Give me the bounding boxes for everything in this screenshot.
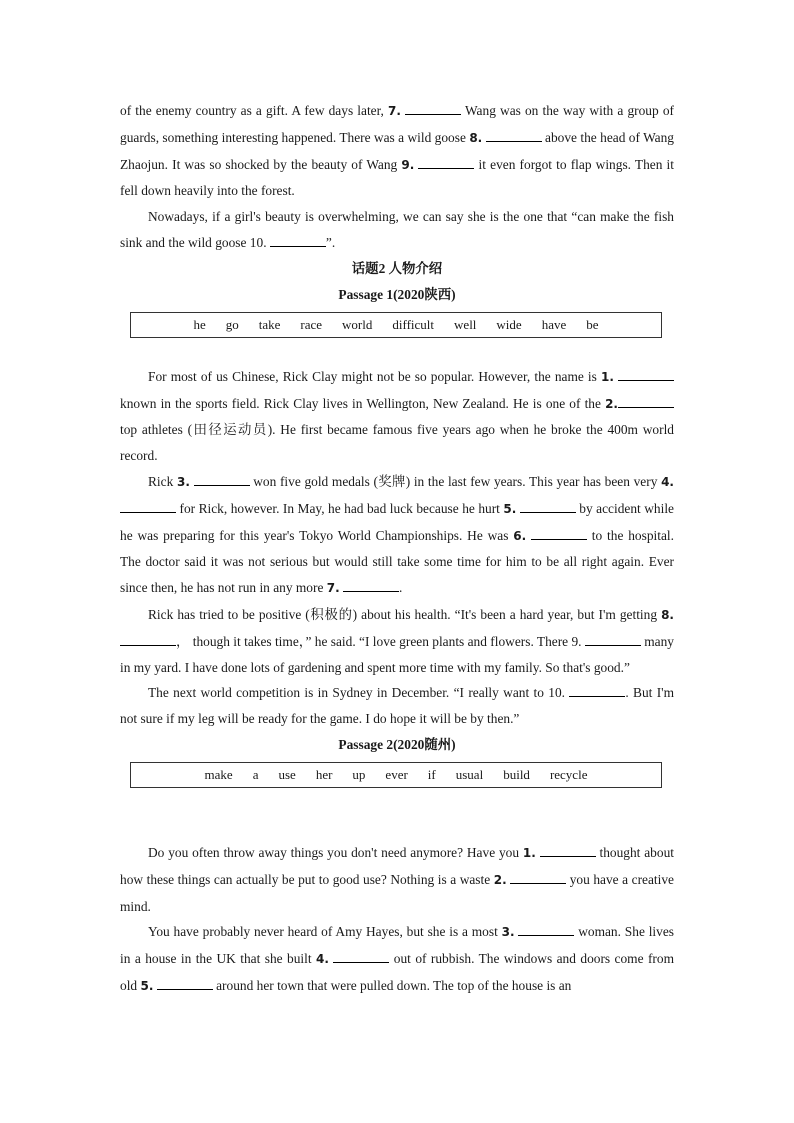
word-bank-item: world xyxy=(342,316,373,332)
answer-blank[interactable] xyxy=(270,234,326,247)
blank-number: 7. xyxy=(326,581,340,596)
blank-number: 4. xyxy=(661,474,674,489)
blank-number: 7. xyxy=(388,104,401,118)
word-bank-item: go xyxy=(225,316,239,332)
text: to the hospital. The doctor said it was not serious but would still take some time for him to be all right again. Ever since then, he has not run in any more xyxy=(120,527,674,596)
paragraph-rick-competition xyxy=(120,680,674,732)
text: ”. xyxy=(325,234,336,250)
word-bank-item: build xyxy=(503,766,530,782)
word-bank-item: be xyxy=(586,316,599,332)
blank-number: 8. xyxy=(661,607,674,622)
answer-blank[interactable] xyxy=(333,950,389,963)
document-page xyxy=(120,98,674,1000)
paragraph-amy-hayes xyxy=(120,919,674,999)
text: above the head of Wang Zhaojun. It was so shocked by the beauty of Wang xyxy=(120,129,674,172)
word-bank-item: difficult xyxy=(392,316,435,332)
paragraph-throw-away xyxy=(120,840,674,919)
text: you have a creative mind. xyxy=(120,871,674,914)
answer-blank[interactable] xyxy=(157,977,213,990)
text: . xyxy=(399,580,403,596)
answer-blank[interactable] xyxy=(486,129,542,142)
answer-blank[interactable] xyxy=(585,633,641,646)
text: For most of us Chinese, Rick Clay might not be so popular. However, the name is xyxy=(148,368,601,384)
blank-number: 5. xyxy=(140,978,154,993)
word-bank-item: up xyxy=(352,766,366,782)
word-bank-item: ever xyxy=(385,766,408,782)
text: out of rubbish. The windows and doors come from old xyxy=(120,951,674,993)
text: top athletes (田径运动员). He first became famous five years ago when he broke the 400m world record. xyxy=(120,422,674,464)
text: won five gold medals (奖牌) in the last few years. This year has been very xyxy=(249,473,662,489)
blank-number: 1. xyxy=(522,845,536,860)
text: Nowadays, if a girl's beauty is overwhelming, we can say she is the one that “can make the fish sink and the wild goose 10. xyxy=(120,209,674,250)
answer-blank[interactable] xyxy=(510,871,566,884)
answer-blank[interactable] xyxy=(343,579,399,592)
passage-1-title: Passage 1(2020陕西) xyxy=(338,286,456,302)
blank-number: 4. xyxy=(316,952,329,967)
text: The next world competition is in Sydney in December. “I really want to 10. xyxy=(148,685,570,701)
blank-number: 9. xyxy=(401,157,415,172)
word-bank-item: take xyxy=(258,316,281,332)
blank-number: 6. xyxy=(513,528,527,543)
text: of the enemy country as a gift. A few days later, xyxy=(120,103,389,118)
answer-blank[interactable] xyxy=(120,500,176,513)
text: Rick xyxy=(148,473,177,489)
word-bank-item: he xyxy=(193,316,206,332)
text: known in the sports field. Rick Clay lives in Wellington, New Zealand. He is one of the xyxy=(120,395,606,411)
paragraph-wang-zhaojun xyxy=(120,98,674,204)
answer-blank[interactable] xyxy=(520,500,576,513)
text: Rick has tried to be positive (积极的) about his health. “It's been a hard year, but I'm getting xyxy=(148,606,662,622)
topic-title: 话题2 人物介绍 xyxy=(351,260,443,276)
passage-2-title: Passage 2(2020随州) xyxy=(338,736,456,752)
text: Wang was on the way with a group of guards, something interesting happened. There was a wild goose xyxy=(120,103,674,145)
word-bank-item: make xyxy=(204,766,233,782)
text: ， though it takes time，” he said. “I love green plants and flowers. There 9. xyxy=(176,633,585,649)
word-bank-item: use xyxy=(278,766,296,782)
word-bank-2 xyxy=(130,762,662,788)
word-bank-item: usual xyxy=(455,766,484,782)
word-bank-item: if xyxy=(427,766,436,782)
answer-blank[interactable] xyxy=(418,156,474,169)
word-bank-item: race xyxy=(300,316,323,332)
blank-number: 3. xyxy=(501,925,515,940)
paragraph-rick-positive xyxy=(120,602,674,680)
text: woman. She lives in a house in the UK that she built xyxy=(120,924,674,967)
text: many in my yard. I have done lots of gardening and spent more time with my family. So that's good.” xyxy=(120,633,674,675)
word-bank-item: a xyxy=(252,766,259,782)
paragraph-rick-medals xyxy=(120,469,674,602)
paragraph-rick-intro xyxy=(120,364,674,469)
blank-number: 8. xyxy=(469,130,483,145)
text: for Rick, however. In May, he had bad luck because he hurt xyxy=(176,500,504,516)
answer-blank[interactable] xyxy=(194,473,250,486)
blank-number: 2. xyxy=(605,396,618,411)
text: by accident while he was preparing for this year's Tokyo World Championships. He was xyxy=(120,500,674,543)
blank-number: 1. xyxy=(600,369,614,384)
text: Do you often throw away things you don't need anymore? Have you xyxy=(148,844,523,860)
answer-blank[interactable] xyxy=(405,102,461,115)
text: it even forgot to flap wings. Then it fell down heavily into the forest. xyxy=(120,156,674,199)
text: . But I'm not sure if my leg will be ready for the game. I do hope it will be by then.” xyxy=(120,685,674,727)
blank-number: 2. xyxy=(493,872,507,887)
answer-blank[interactable] xyxy=(569,684,625,697)
answer-blank[interactable] xyxy=(518,923,574,936)
blank-number: 5. xyxy=(503,501,517,516)
answer-blank[interactable] xyxy=(540,844,596,857)
answer-blank[interactable] xyxy=(618,395,674,408)
word-bank-item: her xyxy=(315,766,333,782)
word-bank-1 xyxy=(130,312,662,338)
text: thought about how these things can actually be put to good use? Nothing is a waste xyxy=(120,844,674,887)
answer-blank[interactable] xyxy=(618,368,674,381)
word-bank-item: wide xyxy=(496,316,522,332)
word-bank-item: recycle xyxy=(549,766,588,782)
answer-blank[interactable] xyxy=(531,527,587,540)
text: around her town that were pulled down. The top of the house is an xyxy=(212,977,572,993)
paragraph-nowadays xyxy=(120,204,674,256)
word-bank-item: well xyxy=(454,316,477,332)
word-bank-item: have xyxy=(541,316,567,332)
answer-blank[interactable] xyxy=(120,633,176,646)
blank-number: 3. xyxy=(176,474,190,489)
text: You have probably never heard of Amy Hayes, but she is a most xyxy=(148,924,502,940)
